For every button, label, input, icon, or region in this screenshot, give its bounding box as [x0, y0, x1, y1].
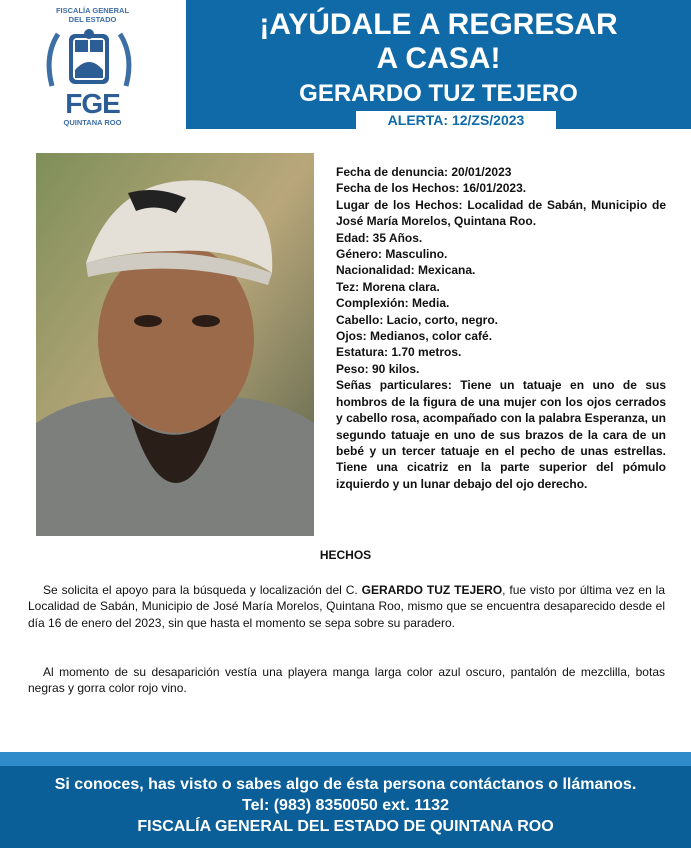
- facts-title: HECHOS: [319, 548, 372, 562]
- agency-name: FISCALÍA GENERAL DEL ESTADO DE QUINTANA ROO: [137, 818, 554, 835]
- logo-top-text: FISCALÍA GENERAL DEL ESTADO: [55, 6, 130, 24]
- logo-acronym: FGE: [65, 88, 120, 119]
- eyes: Ojos: Medianos, color café.: [336, 329, 493, 344]
- event-place: Lugar de los Hechos: Localidad de Sabán, Municipio de José María Morelos, Quintana Roo.: [336, 197, 666, 229]
- footer-contact: [0, 766, 691, 848]
- headline: [186, 8, 691, 76]
- header-banner: [186, 0, 691, 129]
- hair: Cabello: Lacio, corto, negro.: [336, 312, 499, 327]
- contact-phone[interactable]: Tel: (983) 8350050 ext. 1132: [242, 797, 449, 814]
- alert-code: ALERTA: 12/ZS/2023: [356, 111, 556, 129]
- facts-p1-start: Se solicita el apoyo para la búsqueda y localización del C.: [43, 583, 362, 597]
- footer-stripe: [0, 752, 691, 766]
- build: Complexión: Media.: [336, 296, 450, 311]
- facts-paragraph-2: Al momento de su desaparición vestía una playera manga larga color azul oscuro, pantalón de mezclilla, botas negras y gorra color rojo vino.: [28, 665, 665, 696]
- missing-person-photo: [36, 153, 314, 536]
- logo-state: QUINTANA ROO: [63, 118, 122, 127]
- height: Estatura: 1.70 metros.: [336, 345, 462, 360]
- facts-p1-name: GERARDO TUZ TEJERO: [361, 583, 503, 597]
- nationality: Nacionalidad: Mexicana.: [336, 263, 476, 278]
- contact-call-to-action: Si conoces, has visto o sabes algo de ésta persona contáctanos o llámanos.: [54, 776, 637, 793]
- distinguishing-marks: Señas particulares: Tiene un tatuaje en uno de sus hombros de la figura de una mujer con los ojos cerrados y cabello rosa, acompañado con la palabra Esperanza, un segundo tatuaje en uno de sus brazos de la cara de un bebé y un tercer tatuaje en el pecho de unas estrellas. Tiene una cicatriz en la parte superior del pómulo izquierdo y un lunar debajo del ojo derecho.: [336, 378, 666, 491]
- headline-line1: ¡AYÚDALE A REGRESAR: [259, 8, 618, 41]
- facts-p1-end: , fue visto por última vez en la Localidad de Sabán, Municipio de José María Morelos, Quintana Roo, mismo que se encuentra desaparecido desde el día 16 de enero del 2023, sin que hasta el momento se sepa sobre su paradero.: [28, 583, 665, 630]
- facts-paragraph-1: [28, 582, 665, 631]
- state-seal-icon: [44, 26, 134, 96]
- person-name: GERARDO TUZ TEJERO: [299, 80, 578, 107]
- age: Edad: 35 Años.: [336, 230, 423, 245]
- gender: Género: Masculino.: [336, 247, 448, 262]
- headline-line2: A CASA!: [376, 42, 501, 75]
- person-details: [336, 164, 666, 492]
- fge-logo: [0, 0, 185, 130]
- report-date: Fecha de denuncia: 20/01/2023: [336, 165, 512, 179]
- weight: Peso: 90 kilos.: [336, 361, 420, 376]
- skin-tone: Tez: Morena clara.: [336, 279, 440, 294]
- event-date: Fecha de los Hechos: 16/01/2023.: [336, 181, 527, 196]
